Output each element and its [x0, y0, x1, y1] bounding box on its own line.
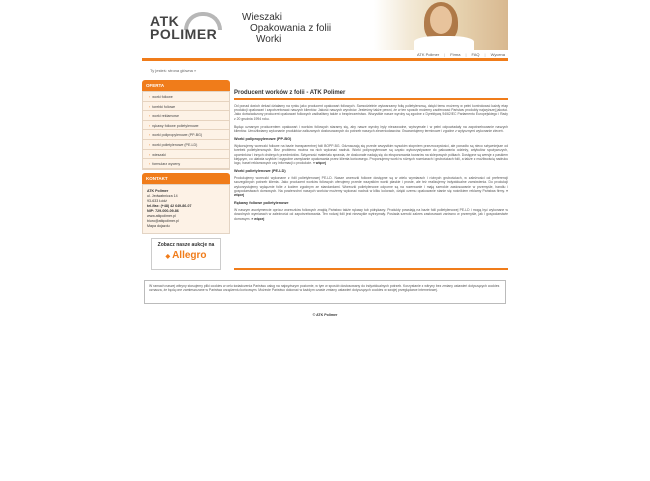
allegro-logo: ◆ Allegro [152, 250, 220, 261]
nav-link-wycena[interactable]: Wycena [490, 52, 505, 57]
contact-details [142, 184, 230, 234]
section-heading-pe: Worki polietylenowe (PE-LD) [234, 169, 286, 174]
pe-text: Produkujemy woreczki wykonane z folii polietylenowej PE-LD. Nasze woreczki foliowe dostępne są w wielu wymiarach i różnych grubościach, w zależności od preferencji szczególnych potrzeb klienta. Jako producent worków foliowych oferujemy przede wszystkim worki płaskie i proste, ale też realizujemy indywidualne zamówienia. Do produkcji wykorzystujemy wyłącznie folie z kodem zgodnym ze standardami. Woreczki polietylenowe odporne są na rozerwanie i mają szerokie zastosowanie w przemyśle, handlu i gospodarstwach domowych. Na powierzchni naszych worków możemy wykonać nadruk w kilku kolorach, dzięki czemu opakowanie stanie się nośnikiem reklamy Państwa firmy. [234, 176, 508, 193]
contact-city: 93-633 Łódź [147, 198, 167, 203]
logo-text-atk: ATK [150, 13, 180, 29]
more-link-sleeves[interactable]: » więcej [251, 216, 265, 221]
contact-email-link[interactable]: biuro@atkpolimer.pl [147, 218, 179, 223]
contact-map-link[interactable]: Mapa dojazdu [147, 223, 170, 228]
main-content [234, 90, 508, 225]
nav-separator: | [444, 52, 446, 57]
menu-item-formularz-wyceny[interactable]: › formularz wyceny [143, 159, 229, 169]
allegro-text: Zobacz nasze aukcje na [157, 241, 215, 248]
nav-separator: | [484, 52, 486, 57]
contact-web-link[interactable]: www.atkpolimer.pl [147, 213, 176, 218]
header-divider [142, 58, 508, 61]
more-link-pp[interactable]: » więcej [312, 161, 326, 166]
section-heading-pp: Worki polipropylenowe (PP-BG) [234, 137, 292, 142]
sidebar [142, 80, 230, 270]
more-link-pe[interactable]: » więcej [234, 188, 508, 198]
contact-heading: KONTAKT [142, 173, 230, 184]
menu-item-wieszaki[interactable]: › wieszaki [143, 150, 229, 160]
breadcrumb[interactable]: Ty jesteś: strona główna » [150, 68, 197, 73]
contact-phone: tel./fax: (+48) 42 649-86-07 [147, 203, 192, 208]
offer-heading: OFERTA [142, 80, 230, 91]
logo-text-polimer: POLIMER [150, 26, 218, 42]
photo-face [430, 6, 452, 34]
menu-item-worki-pe-ld[interactable]: › worki polietylenowe (PE-LD) [143, 140, 229, 150]
slogan [242, 12, 331, 45]
content-divider [234, 268, 508, 270]
menu-item-worki-reklamowe[interactable]: › worki reklamowe [143, 111, 229, 121]
page-title: Producent worków z folii - ATK Polimer [234, 90, 508, 100]
logo[interactable] [150, 12, 220, 42]
contact-box [142, 173, 230, 234]
nav-link-faq[interactable]: FAQ [471, 52, 480, 57]
contact-company: ATK Polimer [147, 188, 169, 193]
footer-copyright: © ATK Polimer [312, 313, 338, 317]
slogan-line-2: Opakowania z folii [250, 23, 332, 34]
intro-paragraph: Od ponad dwóch dekad działamy na rynku jako producent opakowań foliowych. Samodzielnie wytwarzamy folię polietylenową, dzięki temu możemy w pełni kontrolować każdy etap produkcji opakowań i zapotrzebować naszych klientów. Jakość naszych wyrobów. Jesteśmy także pewni, że w ten sposób możemy zaoferować Państwu produkty najwyższej jakości. Jako doświadczony producent opakowań foliowych zadbaliśmy także o bezpieczeństwo. Wszystkie nasze wyroby są zgodne z Dyrektywą 94/62/EC Parlamentu Europejskiego i Rady z 20 grudnia 1994 roku. [234, 104, 508, 121]
section-heading-sleeves: Rękawy foliowe polietylenowe [234, 201, 289, 206]
menu-item-worki-pp-bg[interactable]: › worki polipropylenowe (PP-BG) [143, 130, 229, 140]
menu-item-worki-foliowe[interactable]: › worki foliowe [143, 92, 229, 102]
second-paragraph: Będąc uznanym producentem opakowań i worków foliowych staramy się, aby nasze wyroby były niezawodne, wytrzymałe i w pełni odpowiadały na zapotrzebowanie naszych klientów. Umożliwiamy wykonanie produktów zaliczanych dostosowanych do potrzeb naszych zleceniodawców. Gwarantujemy terminowe i zgodne z wytycznymi wykonanie zleceń. [234, 124, 508, 134]
page-wrapper [142, 0, 508, 317]
sleeves-text: W naszym asortymencie oprócz woreczków foliowych znajdą Państwo także rękawy tub półrękawy. Produkty powstają na bazie folii polietylenowej PE-LD i mogą być wykonane w dowolnych wymiarach w zależności od zapotrzebowania. Ten rodzaj folii jest niezwykle wytrzymały. Posiada szeroki zakres zastosowań zarówno w przemyśle, jak i gospodarstwie domowym. [234, 208, 508, 221]
pp-text: Wykonujemy woreczki foliowe na bazie transparentnej folii BOPP-BG. Odznaczają się przede wszystkim wysokim stopniem przezroczystości, ale ponadto są nieco sztywniejsze od torebek polietylenowych. Bez problemu można na nich wykonać nadruk. Worki polipropylenowe są często wykorzystywane do pakowania odzieży, artykułów spożywczych, upominków i innych drobnych przedmiotów. Sztywność materiału sprawia, że doskonale nadają się do eksponowania towarów na sklepowych półkach. Dostępne są wersje z paskiem klejącym, co ułatwia szybkie i wygodne zamykanie opakowania przez klienta końcowego. Proponujemy worki w różnych rozmiarach i grubościach folii, a także z możliwością nadruku logo, haseł reklamowych czy informacji o produkcie. [234, 144, 508, 166]
nav-separator: | [465, 52, 467, 57]
photo-shirt [414, 36, 474, 50]
nav-link-firma[interactable]: Firma [450, 52, 461, 57]
sleeves-paragraph [234, 208, 508, 221]
menu-item-rekawy-foliowe[interactable]: › rękawy foliowe polietylenowe [143, 121, 229, 131]
offer-menu [142, 91, 230, 170]
pp-paragraph [234, 144, 508, 165]
cookie-notice: W ramach naszej witryny stosujemy pliki cookies w celu świadczenia Państwu usług na najwyższym poziomie, w tym w sposób dostosowany do indywidualnych potrzeb. Korzystanie z witryny bez zmiany ustawień dotyczących cookies oznacza, że będą one zamieszczane w Państwa urządzeniu końcowym. Możecie Państwo dokonać w każdym czasie zmiany ustawień dotyczących cookies w swojej przeglądarce internetowej. [144, 280, 506, 304]
pe-paragraph [234, 176, 508, 197]
menu-item-torebki-foliowe[interactable]: › torebki foliowe [143, 102, 229, 112]
contact-nip: NIP: 729-000-09-86 [147, 208, 179, 213]
nav-link-atk-polimer[interactable]: ATK Polimer [417, 52, 440, 57]
slogan-line-1: Wieszaki [242, 12, 283, 23]
allegro-banner[interactable] [151, 238, 221, 270]
slogan-line-3: Worki [256, 34, 282, 45]
contact-street: ul. Jedwabnicza 14 [147, 193, 178, 198]
header [142, 0, 508, 50]
header-photo [374, 0, 508, 50]
